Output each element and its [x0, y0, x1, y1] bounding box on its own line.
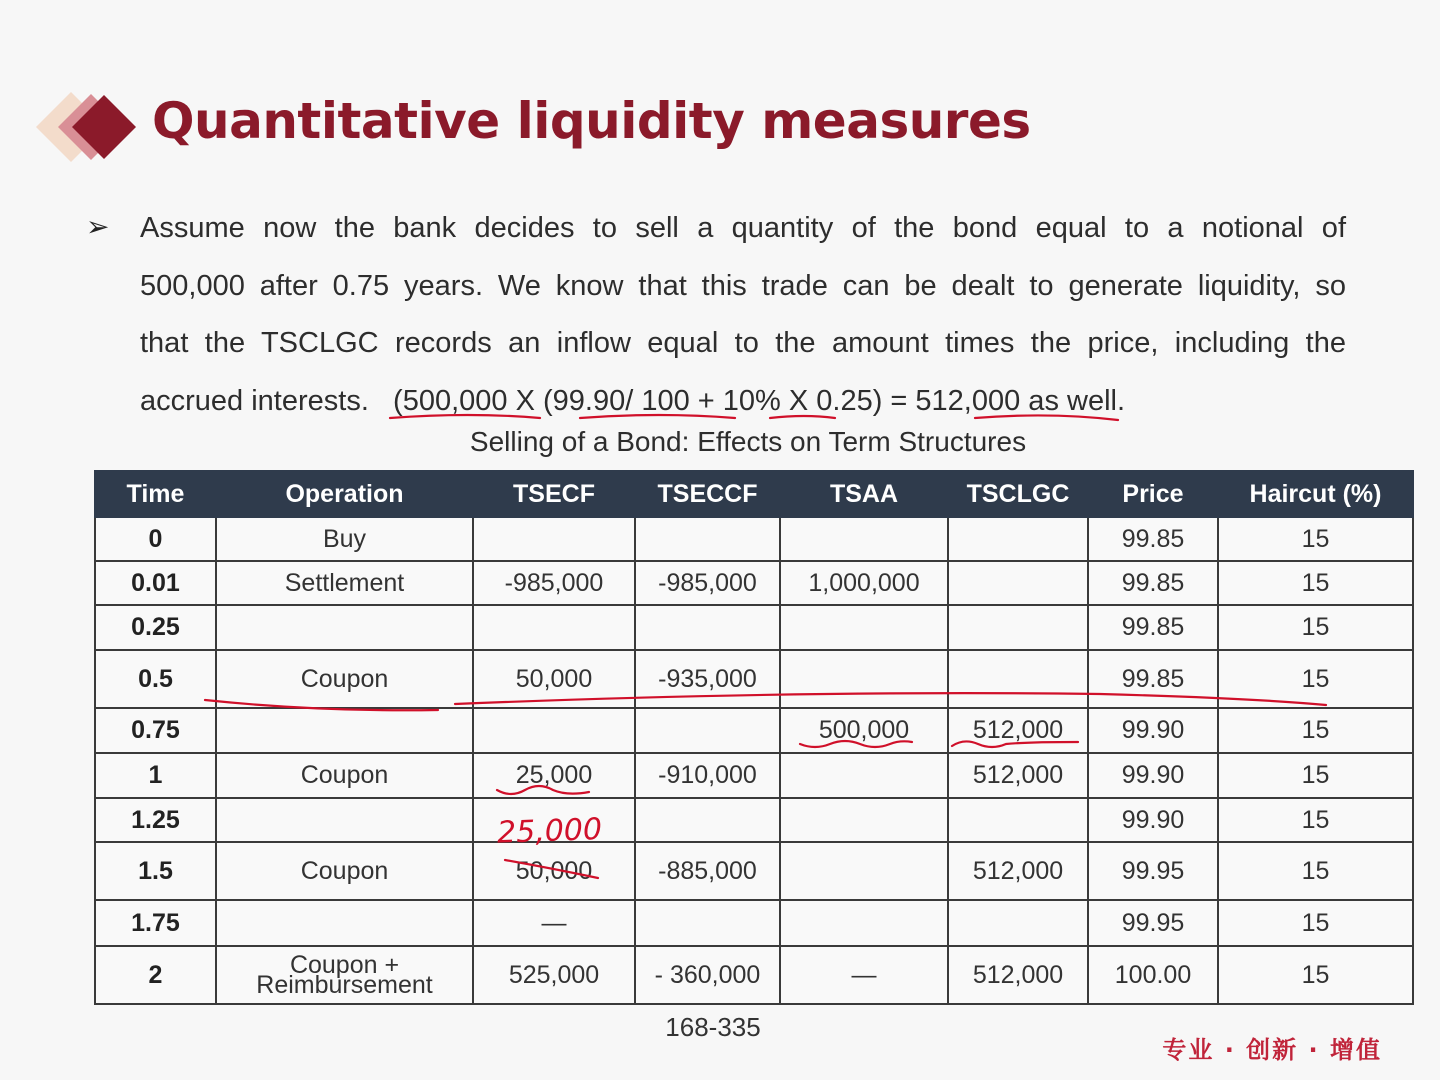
table-row: [95, 650, 1413, 708]
cell-tsaa: [780, 798, 948, 842]
page-title: Quantitative liquidity measures: [152, 92, 1031, 150]
cell-tsecf: —: [473, 900, 635, 946]
cell-tseccf: [635, 517, 780, 561]
cell-time: 1.25: [95, 798, 216, 842]
cell-haircut: 15: [1218, 517, 1413, 561]
cell-tsclgc: [948, 650, 1088, 708]
cell-tsclgc: 512,000: [948, 753, 1088, 798]
header-price: Price: [1088, 471, 1218, 517]
cell-price: 99.95: [1088, 900, 1218, 946]
table-row: [95, 605, 1413, 650]
cell-tseccf: [635, 605, 780, 650]
cell-haircut: 15: [1218, 753, 1413, 798]
cell-tsecf: 50,000: [473, 650, 635, 708]
cell-operation: [216, 708, 473, 753]
paragraph-line: Assume now the bank decides to sell a quantity of the bond equal to a notional of: [140, 212, 1346, 244]
table-row: [95, 561, 1413, 605]
cell-haircut: 15: [1218, 798, 1413, 842]
cell-price: 99.90: [1088, 753, 1218, 798]
cell-operation: Coupon: [216, 842, 473, 900]
cell-tsecf: 525,000: [473, 946, 635, 1004]
cell-operation: Buy: [216, 517, 473, 561]
cell-tsecf: 25,000: [473, 753, 635, 798]
cell-haircut: 15: [1218, 946, 1413, 1004]
cell-price: 99.85: [1088, 517, 1218, 561]
cell-tsecf: 50,000: [473, 842, 635, 900]
cell-operation: Coupon: [216, 650, 473, 708]
cell-time: 0.01: [95, 561, 216, 605]
cell-tsaa: [780, 605, 948, 650]
table-row: [95, 753, 1413, 798]
cell-tsaa: [780, 900, 948, 946]
header-operation: Operation: [216, 471, 473, 517]
cell-time: 0.75: [95, 708, 216, 753]
cell-tsaa: [780, 650, 948, 708]
table-row: [95, 517, 1413, 561]
header-time: Time: [95, 471, 216, 517]
cell-price: 99.95: [1088, 842, 1218, 900]
cell-tsecf: [473, 517, 635, 561]
cell-tsclgc: 512,000: [948, 842, 1088, 900]
cell-tseccf: [635, 798, 780, 842]
table-row: [95, 842, 1413, 900]
cell-tseccf: -985,000: [635, 561, 780, 605]
cell-tsaa: 500,000: [780, 708, 948, 753]
cell-operation: [216, 900, 473, 946]
cell-operation: Coupon: [216, 753, 473, 798]
cell-time: 0.25: [95, 605, 216, 650]
cell-tsecf: [473, 708, 635, 753]
cell-price: 99.90: [1088, 708, 1218, 753]
cell-tsaa: [780, 753, 948, 798]
cell-haircut: 15: [1218, 605, 1413, 650]
header-tsaa: TSAA: [780, 471, 948, 517]
bullet-arrow-icon: ➢: [86, 211, 110, 242]
slogan: 专业 · 创新 · 增值: [1162, 1036, 1382, 1064]
cell-haircut: 15: [1218, 650, 1413, 708]
cell-time: 1: [95, 753, 216, 798]
cell-tseccf: [635, 708, 780, 753]
cell-price: 99.85: [1088, 650, 1218, 708]
cell-tsclgc: 512,000: [948, 708, 1088, 753]
cell-tseccf: -910,000: [635, 753, 780, 798]
cell-tsecf: -985,000: [473, 561, 635, 605]
cell-operation: Settlement: [216, 561, 473, 605]
cell-tsecf: [473, 605, 635, 650]
cell-tsclgc: [948, 561, 1088, 605]
cell-tseccf: -885,000: [635, 842, 780, 900]
paragraph-line: that the TSCLGC records an inflow equal to the amount times the price, including the: [140, 327, 1346, 359]
table-row: [95, 900, 1413, 946]
cell-price: 99.85: [1088, 561, 1218, 605]
cell-operation: [216, 605, 473, 650]
cell-tsaa: [780, 842, 948, 900]
cell-operation: Coupon + Reimbursement: [216, 946, 473, 1004]
cell-time: 0: [95, 517, 216, 561]
paragraph-line: accrued interests. (500,000 X (99.90/ 100 + 10% X 0.25) = 512,000 as well.: [140, 384, 1126, 417]
term-structure-table: [94, 470, 1414, 1005]
cell-time: 1.75: [95, 900, 216, 946]
cell-tseccf: - 360,000: [635, 946, 780, 1004]
page-number: 168-335: [665, 1012, 761, 1042]
cell-haircut: 15: [1218, 842, 1413, 900]
cell-tsaa: [780, 517, 948, 561]
cell-tsaa: —: [780, 946, 948, 1004]
cell-haircut: 15: [1218, 708, 1413, 753]
cell-time: 1.5: [95, 842, 216, 900]
cell-tsaa: 1,000,000: [780, 561, 948, 605]
cell-tsclgc: [948, 517, 1088, 561]
cell-price: 99.85: [1088, 605, 1218, 650]
cell-haircut: 15: [1218, 561, 1413, 605]
cell-tsecf: [473, 798, 635, 842]
header-tseccf: TSECCF: [635, 471, 780, 517]
title-diamond-icon: [36, 92, 146, 162]
table-caption: Selling of a Bond: Effects on Term Structures: [469, 426, 1027, 457]
cell-tsclgc: [948, 900, 1088, 946]
cell-operation: [216, 798, 473, 842]
table-header-row: [95, 471, 1413, 517]
header-haircut: Haircut (%): [1218, 471, 1413, 517]
table-row: [95, 798, 1413, 842]
paragraph-line: 500,000 after 0.75 years. We know that this trade can be dealt to generate liquidity, so: [140, 269, 1346, 302]
cell-tseccf: -935,000: [635, 650, 780, 708]
cell-tsclgc: [948, 798, 1088, 842]
cell-tseccf: [635, 900, 780, 946]
bullet-paragraph: [140, 200, 1346, 430]
cell-price: 99.90: [1088, 798, 1218, 842]
cell-tsclgc: [948, 605, 1088, 650]
header-tsclgc: TSCLGC: [948, 471, 1088, 517]
table-row: [95, 708, 1413, 753]
cell-time: 2: [95, 946, 216, 1004]
cell-price: 100.00: [1088, 946, 1218, 1004]
cell-haircut: 15: [1218, 900, 1413, 946]
ink-handwritten-value: 25,000: [496, 812, 603, 851]
cell-time: 0.5: [95, 650, 216, 708]
header-tsecf: TSECF: [473, 471, 635, 517]
table-row: [95, 946, 1413, 1004]
cell-tsclgc: 512,000: [948, 946, 1088, 1004]
